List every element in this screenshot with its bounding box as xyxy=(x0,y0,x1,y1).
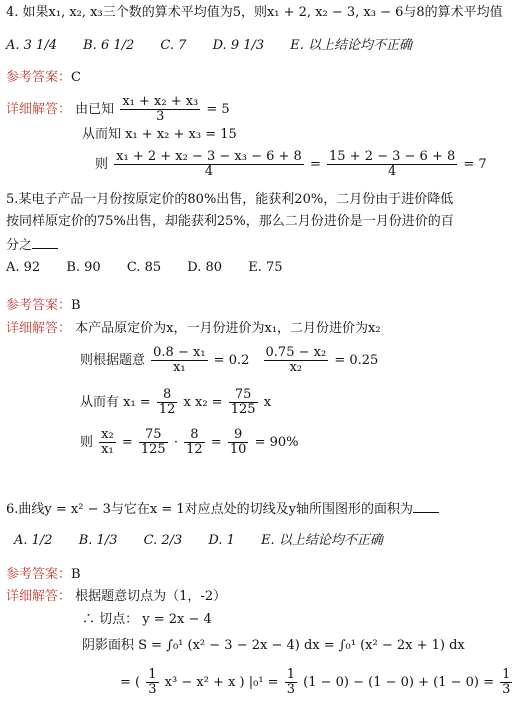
q4-detail-line1 xyxy=(6,95,230,124)
q5-fraction: $\frac{8}{12}$ xyxy=(186,427,203,457)
q5-detail-line4 xyxy=(80,428,298,457)
q5-fraction: $\frac{9}{10}$ xyxy=(229,427,247,457)
q6-fraction: $\frac{1}{3}$ xyxy=(148,667,157,697)
q5-question-line3 xyxy=(6,236,58,254)
q5-detail-line1 xyxy=(6,321,381,337)
q6-question-text: 6.曲线y = x² − 3与它在x = 1对应点处的切线及y轴所围图形的面积为 xyxy=(6,502,413,517)
q5-fraction: $\frac{75}{125}$ xyxy=(230,387,256,417)
q5-text: 则根据题意 xyxy=(80,353,146,368)
q6-text: 根据题意切点为（1，-2） xyxy=(75,589,227,604)
q5-options xyxy=(6,260,305,276)
q4-option-a: A. 3 1/4 xyxy=(6,38,57,53)
q6-detail-label: 详细解答： xyxy=(6,589,72,604)
q5-text: 本产品原定价为x，一月份进价为x₁，二月份进价为x₂ xyxy=(75,321,381,336)
q5-answer-row xyxy=(6,298,81,314)
q5-question-tail: 分之 xyxy=(6,238,33,253)
q6-detail-line1 xyxy=(6,589,226,605)
q5-text: = 90% xyxy=(254,435,299,450)
q6-detail-line4 xyxy=(120,668,514,697)
q6-detail-line2: ∴ 切点： y = 2x − 4 xyxy=(82,612,212,627)
q5-detail-label: 详细解答： xyxy=(6,321,72,336)
q5-option-a: A. 92 xyxy=(6,260,41,275)
q5-text: 则 xyxy=(80,435,94,450)
q4-detail-line3 xyxy=(95,150,487,179)
q5-fraction: $\frac{\text{0.8 − x₁}}{\text{x₁}}$ xyxy=(153,345,206,375)
q6-option-b: B. 1/3 xyxy=(78,533,118,548)
q6-answer-value: B xyxy=(71,567,81,582)
q5-fraction: $\frac{75}{125}$ xyxy=(140,427,166,457)
q5-text: = xyxy=(121,435,133,450)
q6-text: (1 − 0) − (1 − 0) + (1 − 0) = xyxy=(303,675,495,690)
q4-answer-value: C xyxy=(71,70,81,85)
q4-text: = xyxy=(309,157,321,172)
q5-question-line1: 5.某电子产品一月份按原定价的80%出售，能获利20%，二月份由于进价降低 xyxy=(6,192,454,207)
q4-detail-line2: 从而知 x₁ + x₂ + x₃ = 15 xyxy=(82,127,237,142)
q5-question-line2: 按同样原定价的75%出售，却能获利25%，那么二月份进价是一月份进价的百 xyxy=(6,214,454,229)
q5-fraction: $\frac{8}{12}$ xyxy=(158,387,176,417)
q5-text: · xyxy=(173,435,178,450)
q5-fraction: $\frac{\text{0.75 − x₂}}{\text{x₂}}$ xyxy=(265,345,327,375)
q4-fraction: $\frac{15 + 2 - 3 - 6 + 8}{4}$ xyxy=(329,149,456,179)
q5-fraction: $\frac{\text{x₂}}{\text{x₁}}$ xyxy=(101,427,114,457)
q5-text: = 0.2 xyxy=(213,353,250,368)
q5-detail-line3 xyxy=(80,388,271,417)
q4-text: 由已知 xyxy=(75,102,115,117)
q5-option-b: B. 90 xyxy=(66,260,101,275)
q6-option-c: C. 2/3 xyxy=(143,533,183,548)
q5-text: = xyxy=(210,435,222,450)
q4-fraction: $\frac{\text{x₁ + x₂ + x₃}}{3}$ xyxy=(122,94,199,124)
q4-option-c: C. 7 xyxy=(160,38,187,53)
q4-answer-row xyxy=(6,70,81,86)
q4-text: = 5 xyxy=(206,102,230,117)
q6-question xyxy=(6,500,439,518)
q6-fraction: $\frac{1}{3}$ xyxy=(502,667,511,697)
q5-answer-value: B xyxy=(71,298,81,313)
q4-question: 4. 如果x₁, x₂, x₃三个数的算术平均值为5，则x₁ + 2, x₂ − 3, x₃ − 6与8的算术平均值 xyxy=(6,5,503,20)
q6-answer-blank xyxy=(413,500,439,513)
q5-answer-label: 参考答案： xyxy=(6,298,72,313)
q4-option-e: E. 以上结论均不正确 xyxy=(290,38,413,53)
q4-fraction: $\frac{\text{x₁ + 2 + x₂ − 3 − x₃ − 6 + 8}}{4}$ xyxy=(116,149,302,179)
q6-text: x³ − x² + x ) |₀¹ = xyxy=(164,675,279,690)
q5-text: = 0.25 xyxy=(334,353,379,368)
q6-fraction: $\frac{1}{3}$ xyxy=(286,667,295,697)
q5-option-c: C. 85 xyxy=(126,260,162,275)
q6-options xyxy=(14,533,405,549)
q6-option-a: A. 1/2 xyxy=(14,533,53,548)
q5-option-d: D. 80 xyxy=(187,260,223,275)
q4-answer-label: 参考答案： xyxy=(6,70,72,85)
q4-option-b: B. 6 1/2 xyxy=(83,38,135,53)
q6-answer-row xyxy=(6,567,81,583)
q6-text: = ( xyxy=(120,675,141,690)
q5-text: 从而有 x₁ = xyxy=(80,395,151,410)
q6-option-e: E. 以上结论均不正确 xyxy=(261,533,383,548)
q4-option-d: D. 9 1/3 xyxy=(212,38,265,53)
q6-answer-label: 参考答案： xyxy=(6,567,72,582)
q4-text: = 7 xyxy=(463,157,487,172)
q5-text: x xyxy=(263,395,272,410)
q5-text: x x₂ = xyxy=(183,395,223,410)
q4-text: 则 xyxy=(95,157,109,172)
q5-answer-blank xyxy=(32,236,58,249)
q6-option-d: D. 1 xyxy=(208,533,235,548)
q5-detail-line2 xyxy=(80,346,378,375)
q5-option-e: E. 75 xyxy=(248,260,283,275)
q4-options xyxy=(6,38,434,54)
q6-detail-line3: 阴影面积 S = ∫₀¹ (x² − 3 − 2x − 4) dx = ∫₀¹ (x² − 2x + 1) dx xyxy=(82,638,465,653)
q4-detail-label: 详细解答： xyxy=(6,102,72,117)
